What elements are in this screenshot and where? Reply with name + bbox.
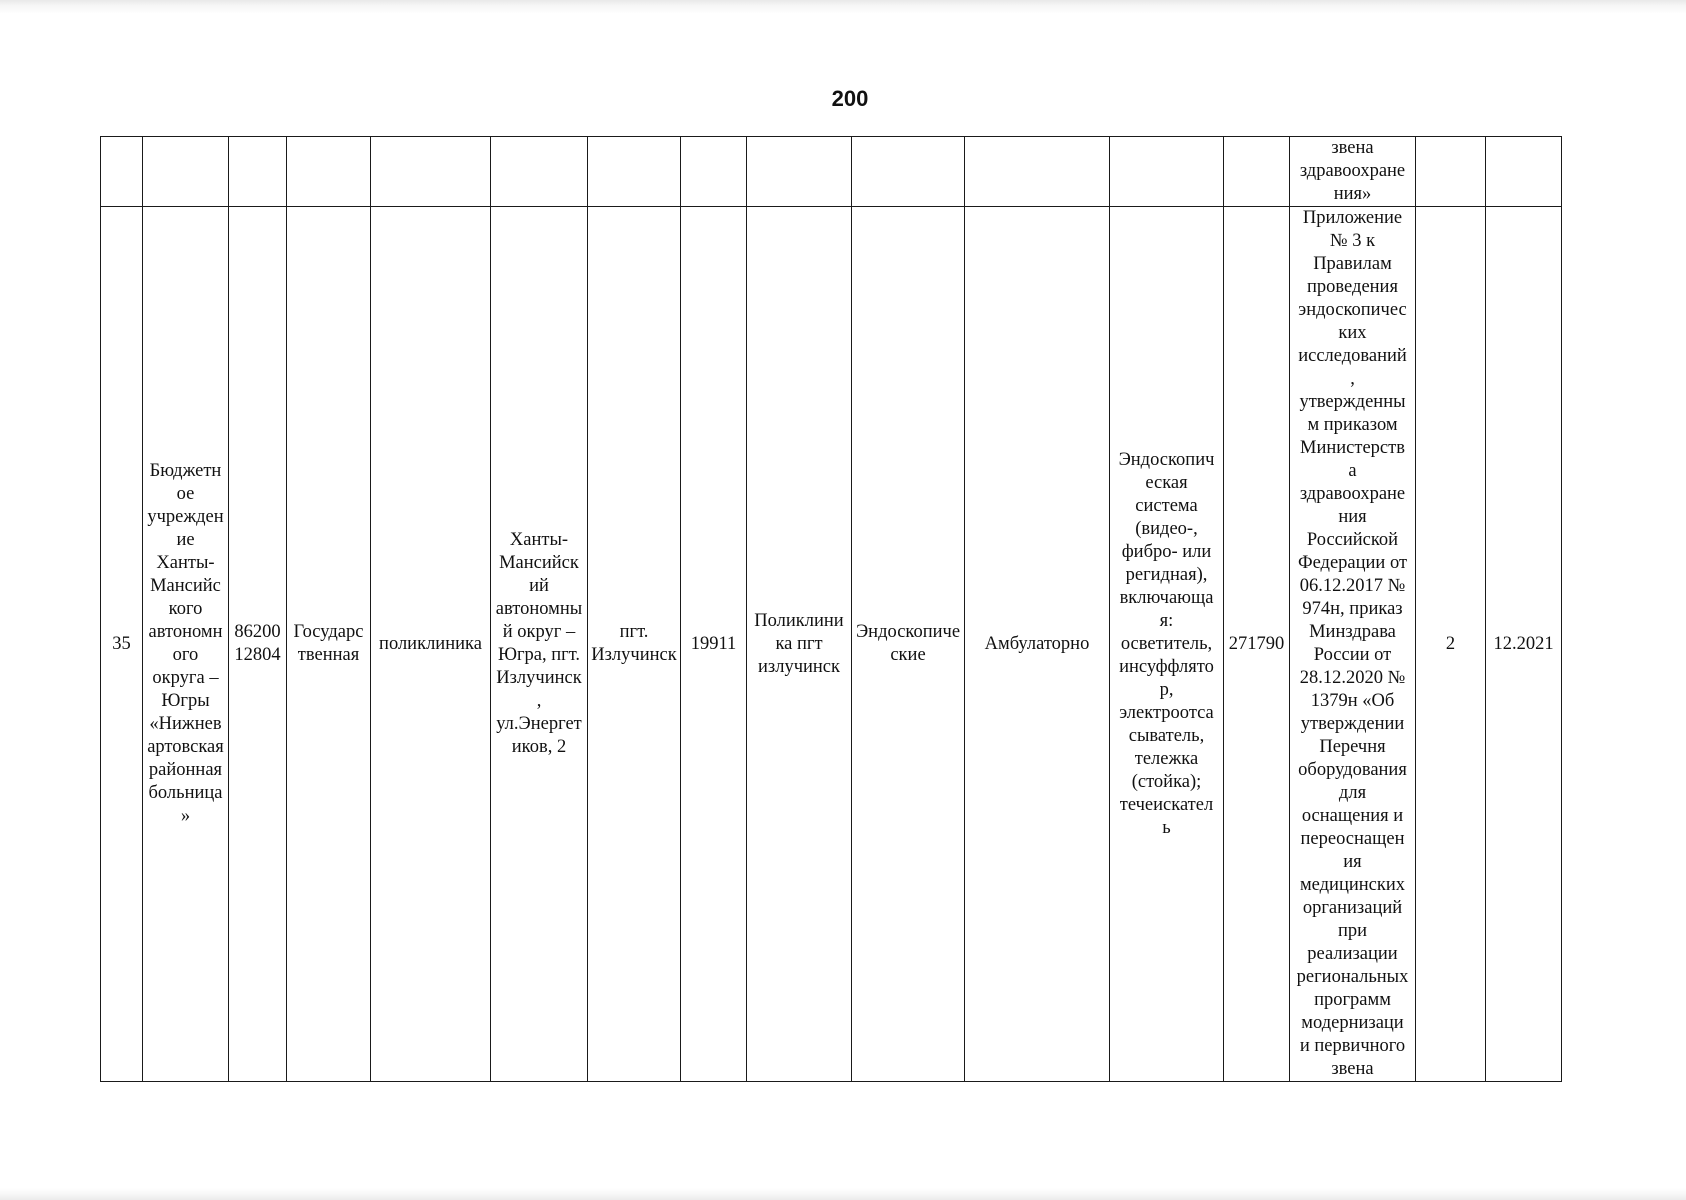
cell-empty <box>681 137 747 207</box>
cell-empty <box>287 137 371 207</box>
cell-empty <box>965 137 1110 207</box>
cell-subdivision <box>747 207 852 1082</box>
cell-row-number <box>101 207 143 1082</box>
cell-quantity <box>1416 207 1486 1082</box>
quantity-text: 2 <box>1445 633 1456 654</box>
date-text: 12.2021 <box>1493 633 1554 654</box>
cell-empty <box>747 137 852 207</box>
address-text: Ханты- Мансийск ий автономны й округ – Югра, пгт. Излучинск , ул.Энергет иков, 2 <box>495 530 583 757</box>
cell-equipment <box>1110 207 1224 1082</box>
requirements-continuation-text: звена здравоохране ния» <box>1299 138 1406 204</box>
row-number-text: 35 <box>112 633 131 654</box>
table-row-continuation <box>101 137 1562 207</box>
locality-text: пгт. Излучинск <box>591 622 677 665</box>
cell-empty <box>491 137 588 207</box>
cell-empty <box>1486 137 1562 207</box>
cell-organization <box>143 207 229 1082</box>
page-number: 200 <box>831 86 869 111</box>
requirements-text: Приложение № 3 к Правилам проведения эндоскопичес ких исследований , утвержденны м приказом Министерств а здравоохране ния Российской Федерации от 06.12.2017 № 974н, приказ Минздрава России от 28.12.2020 № 1379н «Об утверждении Перечня оборудования для оснащения и переоснащен ия медицинских организаций при реализации региональных программ модернизаци и первичного звена <box>1296 208 1409 1079</box>
cell-empty <box>1110 137 1224 207</box>
cell-code <box>229 207 287 1082</box>
cell-care-condition <box>965 207 1110 1082</box>
profile-text: Эндоскопиче ские <box>855 622 961 665</box>
ownership-text: Государс твенная <box>293 622 364 665</box>
cell-requirements-continuation <box>1290 137 1416 207</box>
scan-edge-top <box>0 0 1686 14</box>
equipment-code-text: 271790 <box>1228 633 1285 654</box>
cell-empty <box>101 137 143 207</box>
cell-date <box>1486 207 1562 1082</box>
equipment-table <box>100 136 1562 1082</box>
cell-empty <box>852 137 965 207</box>
cell-empty <box>143 137 229 207</box>
population-text: 19911 <box>690 633 737 654</box>
cell-ownership <box>287 207 371 1082</box>
cell-empty <box>229 137 287 207</box>
scan-edge-bottom <box>0 1188 1686 1200</box>
equipment-text: Эндоскопич еская система (видео-, фибро- или регидная), включающа я: осветитель, инсуффлято р, электроотса сыватель, тележка (стойка); течеискател ь <box>1118 449 1215 838</box>
cell-facility-type <box>371 207 491 1082</box>
cell-population <box>681 207 747 1082</box>
cell-locality <box>588 207 681 1082</box>
code-text: 86200 12804 <box>234 622 281 665</box>
organization-text: Бюджетн ое учрежден ие Ханты- Мансийс кого автономн ого округа – Югры «Нижнев артовская районная больница » <box>147 461 224 826</box>
care-condition-text: Амбулаторно <box>984 633 1090 654</box>
facility-type-text: поликлиника <box>379 633 482 654</box>
cell-address <box>491 207 588 1082</box>
cell-empty <box>1416 137 1486 207</box>
cell-empty <box>1224 137 1290 207</box>
cell-profile <box>852 207 965 1082</box>
table-row <box>101 207 1562 1082</box>
subdivision-text: Поликлини ка пгт излучинск <box>754 610 844 677</box>
cell-requirements <box>1290 207 1416 1082</box>
cell-empty <box>588 137 681 207</box>
cell-equipment-code <box>1224 207 1290 1082</box>
cell-empty <box>371 137 491 207</box>
